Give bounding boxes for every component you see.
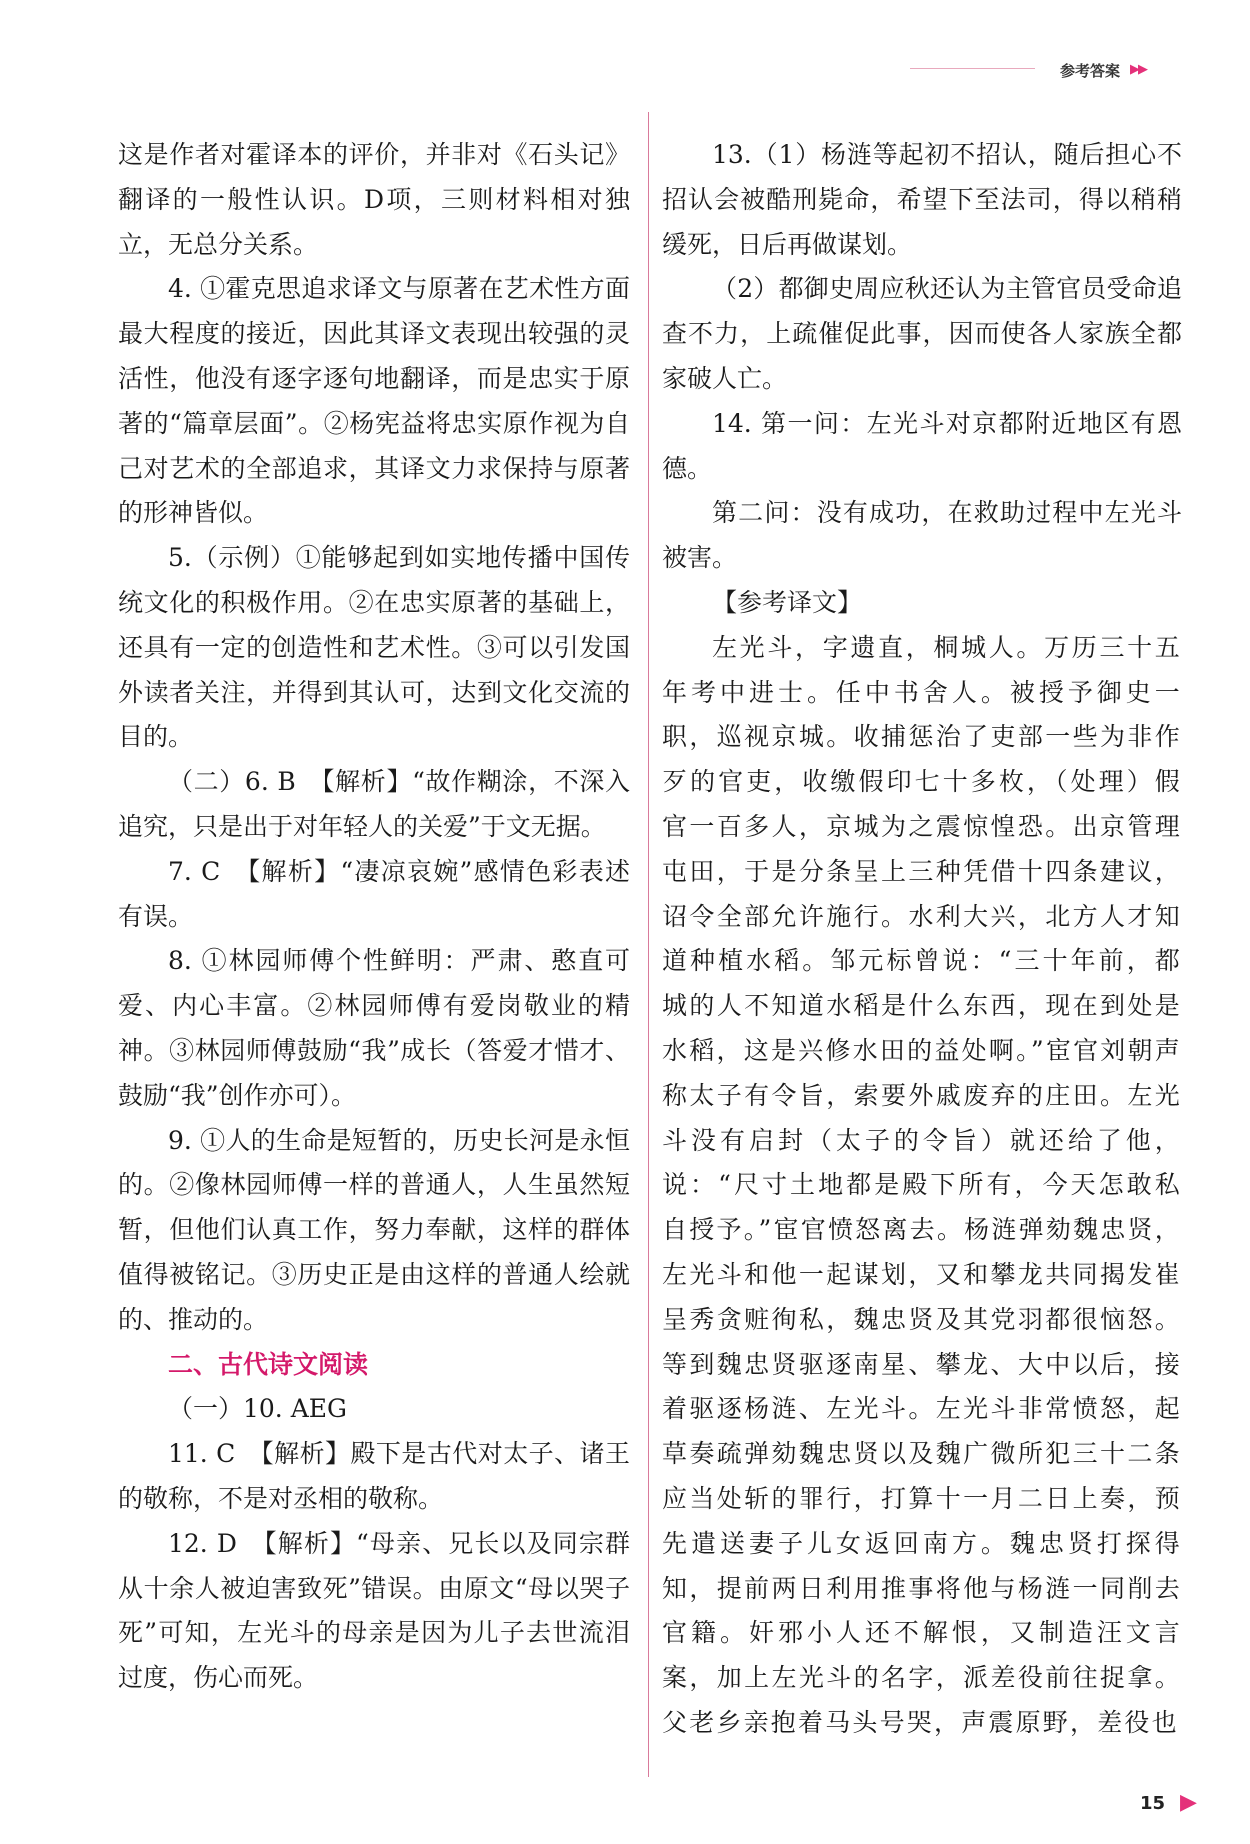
left-column — [118, 133, 630, 1701]
paragraph-continuation: 这是作者对霍译本的评价，并非对《石头记》翻译的一般性认识。D项，三则材料相对独立，无总分关系。 — [118, 140, 630, 259]
answer-14-q1: 14. 第一问：左光斗对京都附近地区有恩德。 — [662, 408, 1182, 483]
next-page-arrow-icon: ▶ — [1180, 1790, 1197, 1815]
running-header-title: 参考答案 — [1060, 62, 1121, 80]
right-column — [662, 133, 1182, 1746]
answer-7: 7. C 【解析】“凄凉哀婉”感情色彩表述有误。 — [118, 856, 630, 931]
page-number: 15 — [1140, 1793, 1166, 1814]
answer-9: 9. ①人的生命是短暂的，历史长河是永恒的。②像林园师傅一样的普通人，人生虽然短暂，但他们认真工作，努力奉献，这样的群体值得被铭记。③历史正是由这样的普通人绘就的、推动的。 — [118, 1125, 630, 1334]
answer-12: 12. D 【解析】“母亲、兄长以及同宗群从十余人被迫害致死”错误。由原文“母以哭子死”可知，左光斗的母亲是因为儿子去世流泪过度，伤心而死。 — [118, 1528, 630, 1693]
header-rule — [910, 68, 1035, 69]
section-heading: 二、古代诗文阅读 — [168, 1349, 369, 1379]
answer-8: 8. ①林园师傅个性鲜明：严肃、憨直可爱、内心丰富。②林园师傅有爱岗敬业的精神。③林园师傅鼓励“我”成长（答爱才惜才、鼓励“我”创作亦可）。 — [118, 946, 630, 1110]
answer-14-q2: 第二问：没有成功，在救助过程中左光斗被害。 — [662, 498, 1182, 573]
answer-5: 5.（示例）①能够起到如实地传播中国传统文化的积极作用。②在忠实原著的基础上，还具有一定的创造性和艺术性。③可以引发国外读者关注，并得到其认可，达到文化交流的目的。 — [118, 543, 630, 752]
header-arrows-icon: ▶▶ — [1130, 62, 1146, 77]
answer-13-1: 13.（1）杨涟等起初不招认，随后担心不招认会被酷刑毙命，希望下至法司，得以稍稍缓死，日后再做谋划。 — [662, 140, 1182, 259]
translation-heading: 【参考译文】 — [712, 587, 863, 617]
answer-11: 11. C 【解析】殿下是古代对太子、诸王的敬称，不是对丞相的敬称。 — [118, 1439, 630, 1513]
answer-4: 4. ①霍克思追求译文与原著在艺术性方面最大程度的接近，因此其译文表现出较强的灵活性，他没有逐字逐句地翻译，而是忠实于原著的“篇章层面”。②杨宪益将忠实原作视为自己对艺术的全部追求，其译文力求保持与原著的形神皆似。 — [118, 274, 630, 528]
column-divider — [648, 112, 649, 1777]
answer-10: （一）10. AEG — [168, 1394, 347, 1424]
translation-text: 左光斗，字遗直，桐城人。万历三十五年考中进士。任中书舍人。被授予御史一职，巡视京城。收捕惩治了吏部一些为非作歹的官吏，收缴假印七十多枚，（处理）假官一百多人，京城为之震惊惶恐。出京管理屯田，于是分条呈上三种凭借十四条建议，诏令全部允许施行。水利大兴，北方人才知道种植水稻。邹元标曾说：“三十年前，都城的人不知道水稻是什么东西，现在到处是水稻，这是兴修水田的益处啊。”宦官刘朝声称太子有令旨，索要外戚废弃的庄田。左光斗没有启封（太子的令旨）就还给了他，说：“尺寸土地都是殿下所有，今天怎敢私自授予。”宦官愤怒离去。杨涟弹劾魏忠贤，左光斗和他一起谋划，又和攀龙共同揭发崔呈秀贪赃徇私，魏忠贤及其党羽都很恼怒。等到魏忠贤驱逐南星、攀龙、大中以后，接着驱逐杨涟、左光斗。左光斗非常愤怒，起草奏疏弹劾魏忠贤以及魏广微所犯三十二条应当处斩的罪行，打算十一月二日上奏，预先遣送妻子儿女返回南方。魏忠贤打探得知，提前两日利用推事将他与杨涟一同削去官籍。奸邪小人还不解恨，又制造汪文言案，加上左光斗的名字，派差役前往捉拿。父老乡亲抱着马头号哭，声震原野，差役也 — [662, 632, 1182, 1737]
answer-13-2: （2）都御史周应秋还认为主管官员受命追查不力，上疏催促此事，因而使各人家族全都家破人亡。 — [662, 274, 1182, 393]
answer-6: （二）6. B 【解析】“故作糊涂，不深入追究，只是出于对年轻人的关爱”于文无据。 — [118, 767, 630, 841]
